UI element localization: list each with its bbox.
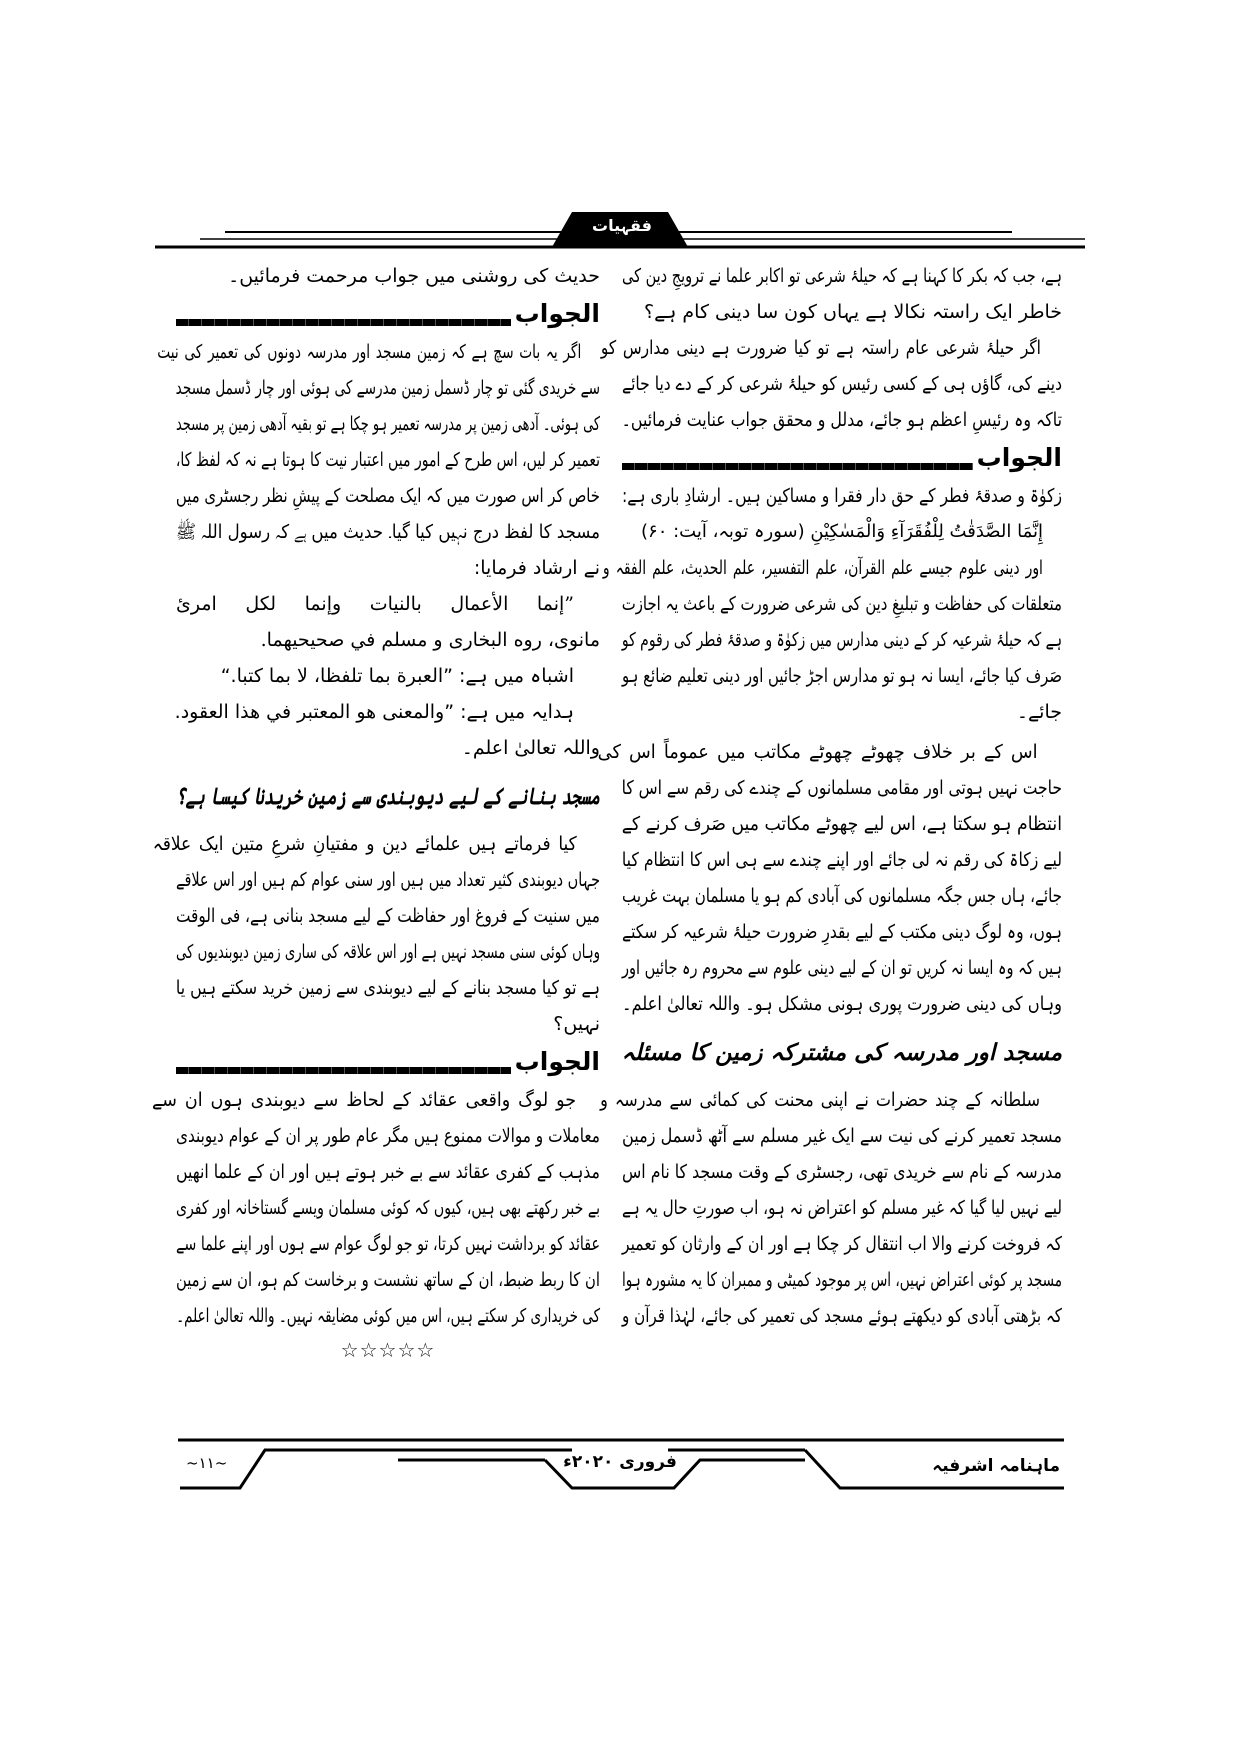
text-line: نہیں؟	[553, 1013, 600, 1035]
issue-date: فروری ۲۰۲۰ء	[563, 1452, 677, 1472]
text-line: اس کے بر خلاف چھوٹے چھوٹے مکاتب میں عموماً اس کی	[597, 741, 1038, 763]
text-line: زکوٰۃ و صدقۂ فطر کے حق دار فقرا و مساکین ہیں۔ ارشادِ باری ہے:	[622, 485, 1062, 507]
text-line: لیے زکاۃ کی رقم نہ لی جائے اور اپنے چندے سے ہی اس کا انتظام کیا	[621, 849, 1062, 871]
text-line: کی ہوئی۔ آدھی زمین پر مدرسہ تعمیر ہو چکا ہے تو بقیہ آدھی زمین پر مسجد	[175, 413, 600, 435]
text-line: جائے۔	[1016, 701, 1062, 723]
text-line: حدیث کی روشنی میں جواب مرحمت فرمائیں۔	[228, 265, 600, 287]
end-stars: ☆☆☆☆☆	[340, 1338, 436, 1362]
text-line: حاجت نہیں ہوتی اور مقامی مسلمانوں کے چندے کی رقم سے اس کا	[621, 777, 1062, 799]
text-line: کہ بڑھتی آبادی کو دیکھتے ہوئے مسجد کی تعمیر کی جائے، لہٰذا قرآن و	[622, 1305, 1062, 1327]
text-line: جائے، ہاں جس جگہ مسلمانوں کی آبادی کم ہو یا مسلمان بہت غریب	[622, 885, 1062, 907]
magazine-name: ماہنامہ اشرفیہ	[932, 1456, 1060, 1476]
text-line: کہ فروخت کرنے والا اب انتقال کر چکا ہے اور ان کے وارثان کو تعمیر	[622, 1233, 1062, 1255]
text-line: مدرسہ کے نام سے خریدی تھی، رجسٹری کے وقت مسجد کا نام اس	[622, 1161, 1062, 1183]
text-line: ہے، جب کہ بکر کا کہنا ہے کہ حیلۂ شرعی تو اکابر علما نے ترویجِ دین کی	[622, 265, 1062, 287]
text-line: مسجد پر کوئی اعتراض نہیں، اس پر موجود کمیٹی و ممبران کا یہ مشورہ ہوا	[622, 1269, 1062, 1291]
text-line: ہیں کہ وہ ایسا نہ کریں تو ان کے لیے دینی علوم سے محروم رہ جائیں اور	[621, 957, 1062, 979]
text-line: ہدایہ میں ہے: ”والمعنى هو المعتبر في هذا العقود.	[174, 701, 574, 723]
text-line: اگر حیلۂ شرعی عام راستہ ہے تو کیا ضرورت ہے دینی مدارس کو	[600, 337, 1041, 359]
quran-verse: إِنَّمَا الصَّدَقٰتُ لِلْفُقَرَآءِ وَالْمَسٰكِيْنِ (سورہ توبہ، آیت: ۶۰)	[641, 521, 1043, 542]
right-column	[597, 258, 1062, 1334]
answer-heading	[622, 440, 1062, 476]
text-line: متعلقات کی حفاظت و تبلیغِ دین کی شرعی ضرورت کے باعث یہ اجازت	[621, 593, 1062, 615]
text-line: ہے کہ حیلۂ شرعیہ کر کے دینی مدارس میں زکوٰۃ و صدقۂ فطر کی رقوم کو	[621, 629, 1062, 651]
text-line: مذہب کے کفری عقائد سے بے خبر ہوتے ہیں اور ان کے علما انھیں	[176, 1161, 600, 1183]
text-line: تاکہ وہ رئیسِ اعظم ہو جائے، مدلل و محقق جواب عنایت فرمائیں۔	[621, 409, 1062, 431]
text-line: مسجد تعمیر کرنے کی نیت سے ایک غیر مسلم سے آٹھ ڈسمل زمین	[622, 1125, 1062, 1147]
text-line: ان کا ربط ضبط، ان کے ساتھ نشست و برخاست کم ہو، ان سے زمین	[175, 1269, 601, 1291]
left-column	[152, 258, 601, 1366]
text-line: سلطانہ کے چند حضرات نے اپنی محنت کی کمائی سے مدرسہ و	[600, 1089, 1041, 1111]
text-line: مسجد کا لفظ درج نہیں کیا گیا۔ حدیث میں ہے کہ رسول اللہ ﷺ	[175, 521, 601, 543]
text-line: نے ارشاد فرمایا:	[473, 557, 600, 579]
text-line: خاطر ایک راستہ نکالا ہے یہاں کون سا دینی کام ہے؟	[644, 301, 1062, 323]
text-line: اور دینی علوم جیسے علم القرآن، علم التفسیر، علم الحدیث، علم الفقہ و	[602, 557, 1043, 579]
page-header	[0, 0, 1240, 260]
text-line: صَرف کیا جائے، ایسا نہ ہو تو مدارس اجڑ جائیں اور دینی تعلیم ضائع ہو	[622, 665, 1062, 687]
text-line: ہوں، وہ لوگ دینی مکتب کے لیے بقدرِ ضرورت حیلۂ شرعیہ کر سکتے	[622, 921, 1062, 943]
text-line: انتظام ہو سکتا ہے، اس لیے چھوٹے مکاتب میں صَرف کرنے کے	[621, 813, 1062, 835]
question-title: مسجد اور مدرسہ کی مشترکہ زمین کا مسئلہ	[621, 1040, 1062, 1066]
text-line: جو لوگ واقعی عقائد کے لحاظ سے دیوبندی ہوں ان سے	[152, 1089, 577, 1111]
text-line: واللہ تعالیٰ اعلم۔	[461, 737, 600, 759]
answer-heading-label: الجواب	[973, 440, 1062, 476]
question-title: مسجد بنانے کے لیے دیوبندی سے زمین خریدنا کیسا ہے؟	[176, 784, 600, 810]
answer-heading-label: الجواب	[511, 296, 600, 332]
page-number: ~۱۱~	[186, 1454, 228, 1472]
text-line: کیا فرماتے ہیں علمائے دین و مفتیانِ شرعِ متین ایک علاقہ	[152, 833, 577, 855]
text-line: بے خبر رکھتے بھی ہیں، کیوں کہ کوئی مسلمان ویسے گستاخانہ اور کفری	[176, 1197, 600, 1219]
text-line: مانوى، روه البخاری و مسلم في صحيحيهما.	[260, 629, 600, 651]
text-line: سے خریدی گئی تو چار ڈسمل زمین مدرسے کی ہوئی اور چار ڈسمل مسجد	[175, 377, 600, 399]
answer-heading	[176, 1044, 600, 1080]
text-line: عقائد کو برداشت نہیں کرتا، تو جو لوگ عوام سے ہوں اور اپنے علما سے	[176, 1233, 600, 1255]
text-line: کی خریداری کر سکتے ہیں، اس میں کوئی مضایقہ نہیں۔ واللہ تعالیٰ اعلم۔	[176, 1305, 601, 1327]
text-line: معاملات و موالات ممنوع ہیں مگر عام طور پر ان کے عوام دیوبندی	[176, 1125, 600, 1147]
text-line: ”إنما الأعمال بالنيات وإنما لكل امرئ	[176, 593, 574, 615]
text-line: تعمیر کر لیں، اس طرح کے امور میں اعتبار نیت کا ہوتا ہے نہ کہ لفظ کا،	[175, 449, 600, 471]
page-footer	[0, 1430, 1240, 1500]
text-line: اگر یہ بات سچ ہے کہ زمین مسجد اور مدرسہ دونوں کی تعمیر کی نیت	[157, 341, 582, 363]
text-line: دینے کی، گاؤں ہی کے کسی رئیس کو حیلۂ شرعی کر کے دے دیا جائے	[622, 373, 1062, 395]
section-title: فقہیات	[592, 216, 652, 235]
text-line: خاص کر اس صورت میں کہ ایک مصلحت کے پیشِ نظر رجسٹری میں	[175, 485, 600, 507]
answer-heading-label: الجواب	[511, 1044, 600, 1080]
text-line: لیے نہیں لیا گیا کہ غیر مسلم کو اعتراض نہ ہو، اب صورتِ حال یہ ہے	[622, 1197, 1062, 1219]
text-line: میں سنیت کے فروغ اور حفاظت کے لیے مسجد بنانی ہے، فی الوقت	[176, 905, 600, 927]
text-line: وہاں کوئی سنی مسجد نہیں ہے اور اس علاقہ کی ساری زمین دیوبندیوں کی	[176, 941, 600, 963]
text-line: ہے تو کیا مسجد بنانے کے لیے دیوبندی سے زمین خرید سکتے ہیں یا	[175, 977, 600, 999]
text-line: اشباہ میں ہے: ”العبرة بما تلفظا، لا بما كتبا.“	[220, 665, 574, 687]
text-line: جہاں دیوبندی کثیر تعداد میں ہیں اور سنی عوام کم ہیں اور اس علاقے	[176, 869, 600, 891]
text-line: وہاں کی دینی ضرورت پوری ہونی مشکل ہو۔ واللہ تعالیٰ اعلم۔	[621, 993, 1062, 1015]
answer-heading	[176, 296, 600, 332]
